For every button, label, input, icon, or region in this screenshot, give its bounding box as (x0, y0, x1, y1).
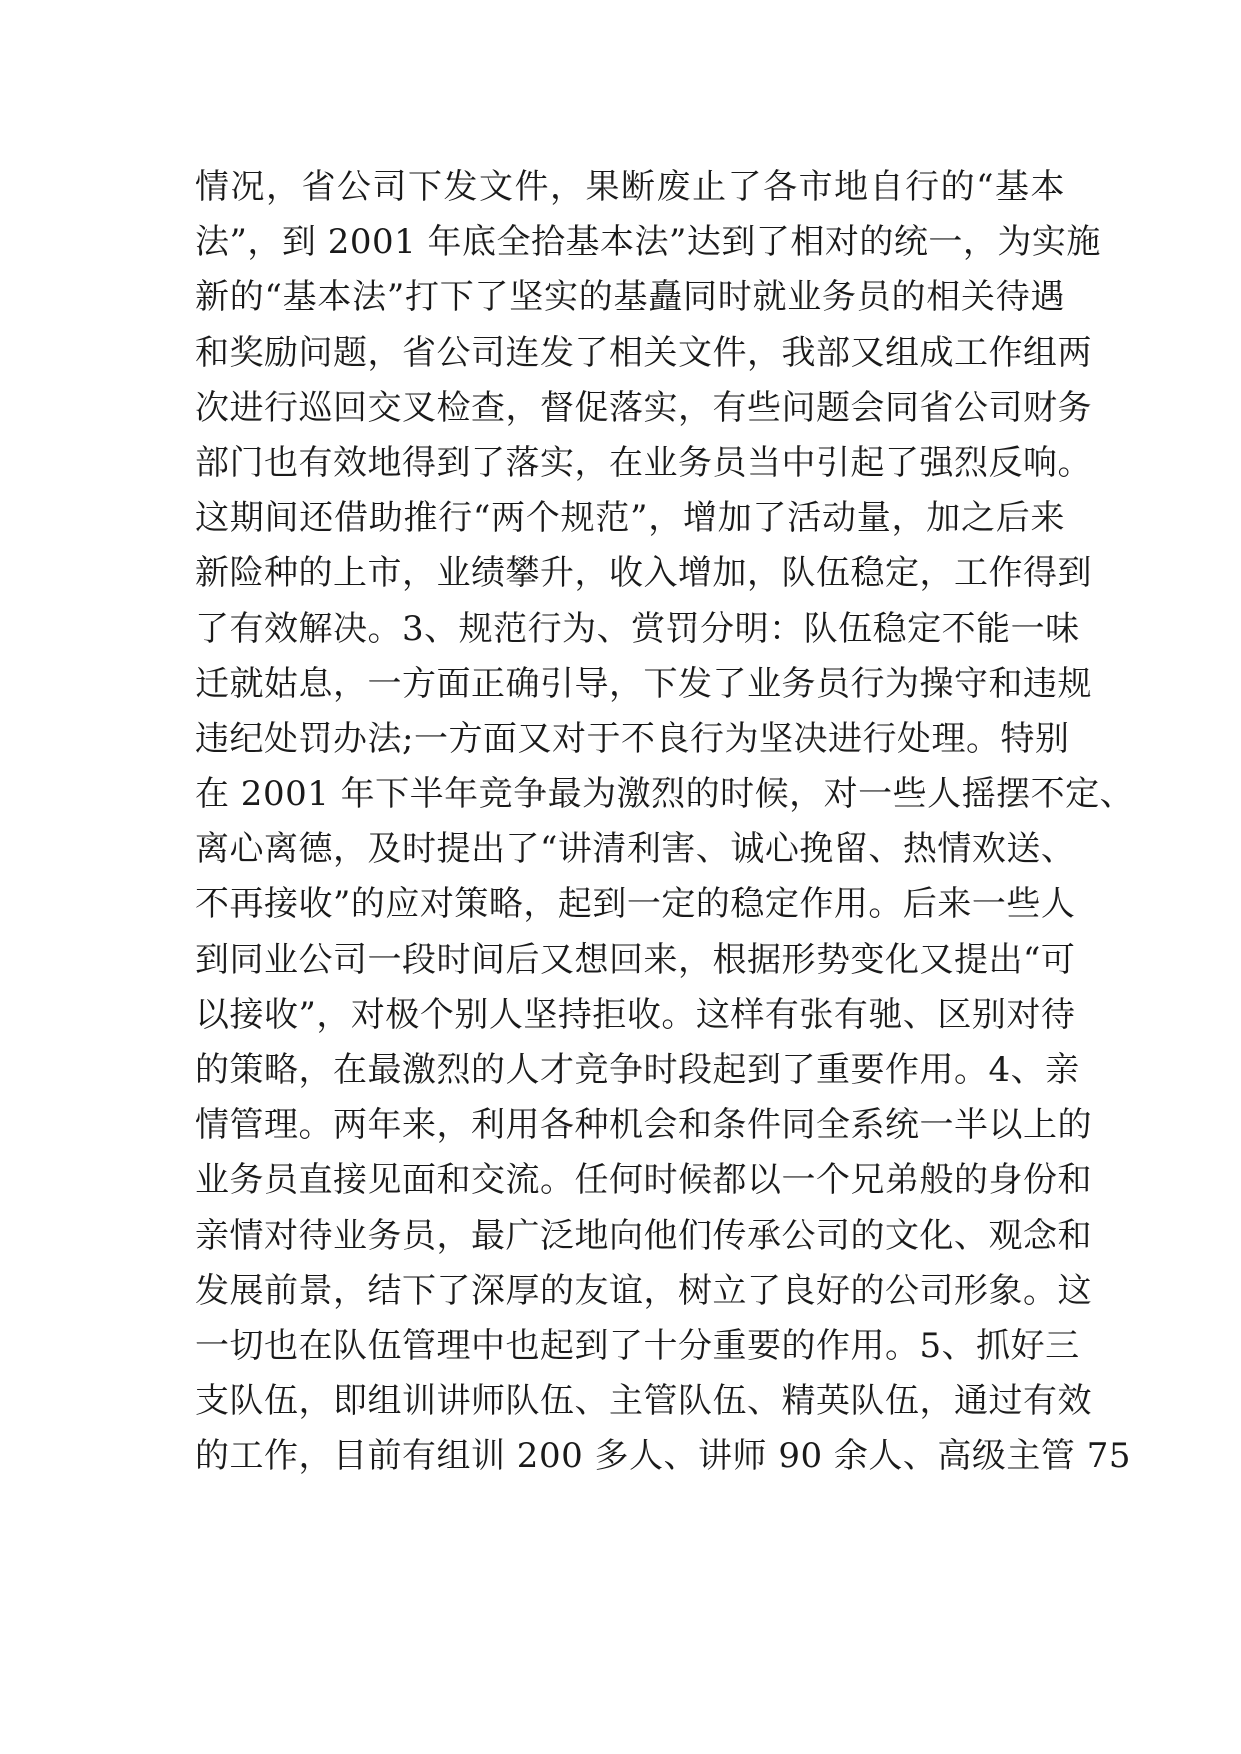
text-line: 在 2001 年下半年竞争最为激烈的时候，对一些人摇摆不定、 (195, 774, 1135, 815)
text-line: 的工作，目前有组训 200 多人、讲师 90 余人、高级主管 75 (195, 1436, 1131, 1477)
text-line: 一切也在队伍管理中也起到了十分重要的作用。5、抓好三 (195, 1325, 1080, 1366)
text-line: 这期间还借助推行“两个规范”，增加了活动量，加之后来 (195, 498, 1065, 539)
text-line: 部门也有效地得到了落实，在业务员当中引起了强烈反响。 (195, 442, 1092, 483)
text-line: 以接收”，对极个别人坚持拒收。这样有张有驰、区别对待 (195, 994, 1076, 1035)
text-line: 法”，到 2001 年底全拾基本法”达到了相对的统一，为实施 (195, 222, 1101, 263)
text-line: 违纪处罚办法;一方面又对于不良行为坚决进行处理。特别 (195, 718, 1070, 759)
text-line: 亲情对待业务员，最广泛地向他们传承公司的文化、观念和 (195, 1215, 1092, 1256)
text-line: 发展前景，结下了深厚的友谊，树立了良好的公司形象。这 (195, 1270, 1092, 1311)
text-line: 到同业公司一段时间后又想回来，根据形势变化又提出“可 (195, 939, 1076, 980)
text-line: 支队伍，即组训讲师队伍、主管队伍、精英队伍，通过有效 (195, 1381, 1092, 1422)
text-line: 情管理。两年来，利用各种机会和条件同全系统一半以上的 (195, 1105, 1092, 1146)
text-line: 情况，省公司下发文件，果断废止了各市地自行的“基本 (195, 167, 1065, 207)
text-line: 不再接收”的应对策略，起到一定的稳定作用。后来一些人 (195, 884, 1076, 925)
text-line: 和奖励问题，省公司连发了相关文件，我部又组成工作组两 (195, 332, 1092, 373)
text-line: 新险种的上市，业绩攀升，收入增加，队伍稳定，工作得到 (195, 553, 1092, 594)
text-line: 离心离德，及时提出了“讲清利害、诚心挽留、热情欢送、 (195, 829, 1076, 870)
body-text (195, 160, 1135, 1485)
text-line: 次进行巡回交叉检查，督促落实，有些问题会同省公司财务 (195, 387, 1092, 428)
text-line: 迁就姑息，一方面正确引导，下发了业务员行为操守和违规 (195, 663, 1092, 704)
text-line: 业务员直接见面和交流。任何时候都以一个兄弟般的身份和 (195, 1160, 1092, 1201)
text-line: 新的“基本法”打下了坚实的基矗同时就业务员的相关待遇 (195, 277, 1065, 318)
text-line: 了有效解决。3、规范行为、赏罚分明：队伍稳定不能一味 (195, 608, 1080, 649)
text-line: 的策略，在最激烈的人才竞争时段起到了重要作用。4、亲 (195, 1050, 1080, 1090)
